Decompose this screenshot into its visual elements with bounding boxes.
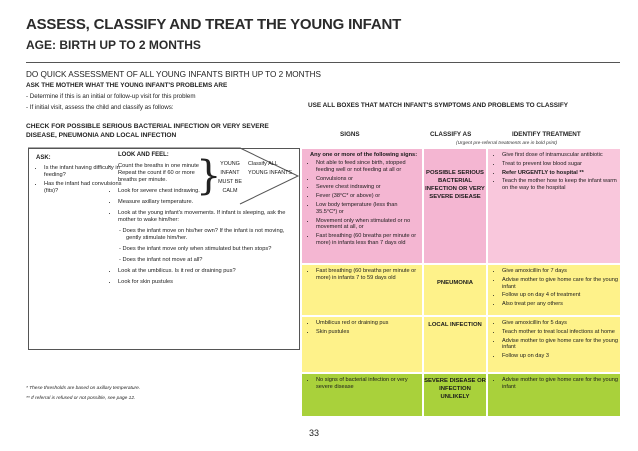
signs-cell (302, 317, 422, 372)
calm-note: YOUNG INFANT MUST BE CALM (218, 161, 242, 194)
list-item: • Severe chest indrawing or (316, 184, 420, 191)
list-item: • Give first dose of intramuscular antibiotic (502, 152, 618, 159)
list-item: • Skin pustules (316, 329, 420, 336)
list-item: • Look for skin pustules (118, 279, 286, 286)
table-row-severe (302, 149, 620, 263)
instruction-line-2: - If initial visit, assess the child and classify as follows: (26, 104, 174, 111)
list-item: • Refer URGENTLY to hospital ** (502, 170, 618, 177)
list-item: • Fast breathing (60 breaths per minute or more) in infants less than 7 days old (316, 233, 420, 247)
list-item: • Give amoxicillin for 7 days (502, 268, 618, 275)
list-item: • Give amoxicillin for 5 days (502, 320, 618, 327)
treatment-header: IDENTIFY TREATMENT (512, 131, 581, 138)
list-item: - Does the infant move on his/her own? If the infant is not moving, gently stimulate him/her. (126, 228, 286, 242)
classification-label: PNEUMONIA (437, 280, 473, 286)
signs-header: SIGNS (340, 131, 360, 138)
age-subtitle: AGE: BIRTH UP TO 2 MONTHS (26, 38, 201, 52)
list-item: • Also treat per any others (502, 301, 618, 308)
list-item: • Fever (38°C* or above) or (316, 193, 420, 200)
list-item: • Look for severe chest indrawing. (118, 188, 210, 195)
classification-cell (424, 265, 486, 315)
table-row-unlikely (302, 374, 620, 416)
list-item: • Follow up on day 4 of treatment (502, 292, 618, 299)
brace-symbol: } (196, 153, 222, 199)
classification-cell (424, 149, 486, 263)
instruction-line-1: - Determine if this is an initial or follow-up visit for this problem (26, 93, 196, 100)
list-item: • Is the infant having difficulty in feeding? (44, 165, 124, 179)
classification-cell (424, 374, 486, 416)
list-item: • Advise mother to give home care for the young infant (502, 377, 618, 391)
table-row-pneumonia (302, 265, 620, 315)
treatment-cell (488, 374, 620, 416)
ask-mother-heading: ASK THE MOTHER WHAT THE YOUNG INFANT'S PROBLEMS ARE (26, 82, 228, 89)
classification-label: SEVERE DISEASE OR INFECTION UNLIKELY (424, 378, 486, 400)
list-item: • Advise mother to give home care for the young infant (502, 338, 618, 352)
signs-cell (302, 265, 422, 315)
list-item: • Look at the young infant's movements. If infant is sleeping, ask the mother to wake him/her: (118, 210, 286, 224)
signs-title: Any one or more of the following signs: (310, 152, 418, 158)
check-heading: CHECK FOR POSSIBLE SERIOUS BACTERIAL INFECTION OR VERY SEVERE DISEASE, PNEUMONIA AND LOCAL INFECTION (26, 123, 269, 139)
list-item: • Not able to feed since birth, stopped feeding well or not feeding at all or (316, 160, 420, 174)
list-item: - Does the infant not move at all? (126, 257, 286, 264)
list-item: • Movement only when stimulated or no movement at all, or (316, 218, 420, 232)
urgent-note: (Urgent pre-referral treatments are in bold print) (456, 141, 558, 146)
list-item: • Convulsions or (316, 176, 420, 183)
list-item: • No signs of bacterial infection or very severe disease (316, 377, 420, 391)
ask-label: ASK: (36, 155, 51, 161)
list-item: • Has the infant had convulsions (fits)? (44, 181, 124, 195)
classification-cell (424, 317, 486, 372)
page-number: 33 (309, 428, 320, 438)
page-title: ASSESS, CLASSIFY AND TREAT THE YOUNG INFANT (26, 16, 402, 33)
list-item: • Look at the umbilicus. Is it red or draining pus? (118, 268, 286, 275)
list-item: • Teach mother to treat local infections at home (502, 329, 618, 336)
look-feel-label: LOOK AND FEEL: (118, 152, 169, 158)
table-row-local-infection (302, 317, 620, 372)
classification-label: POSSIBLE SERIOUS BACTERIAL INFECTION OR VERY SEVERE DISEASE (425, 170, 485, 200)
list-item: • Treat to prevent low blood sugar (502, 161, 618, 168)
list-item: • Count the breaths in one minute Repeat the count if 60 or more breaths per minute. (118, 163, 210, 184)
footnote-1: * These thresholds are based on axillary temperature. (26, 386, 141, 391)
quick-assessment-heading: DO QUICK ASSESSMENT OF ALL YOUNG INFANTS BIRTH UP TO 2 MONTHS (26, 70, 321, 79)
list-item: • Advise mother to give home care for the young infant (502, 277, 618, 291)
classify-all-note: Classify ALL YOUNG INFANTS (248, 161, 293, 176)
treatment-cell (488, 149, 620, 263)
list-item: - Does the infant move only when stimulated but then stops? (126, 246, 286, 253)
list-item: • Measure axillary temperature. (118, 199, 286, 206)
list-item: • Follow up on day 3 (502, 353, 618, 360)
treatment-cell (488, 265, 620, 315)
treatment-cell (488, 317, 620, 372)
list-item: • Fast breathing (60 breaths per minute or more) in infants 7 to 59 days old (316, 268, 420, 282)
footnote-2: ** If referral is refused or not possible, see page 12. (26, 396, 136, 401)
list-item: • Umbilicus red or draining pus (316, 320, 420, 327)
use-all-boxes-heading: USE ALL BOXES THAT MATCH INFANT'S SYMPTOMS AND PROBLEMS TO CLASSIFY (308, 102, 568, 109)
classification-label: LOCAL INFECTION (428, 322, 482, 328)
signs-cell (302, 374, 422, 416)
list-item: • Low body temperature (less than 35.5°C*) or (316, 202, 420, 216)
classify-header: CLASSIFY AS (430, 131, 472, 138)
look-list (104, 163, 286, 290)
signs-cell (302, 149, 422, 263)
list-item: • Teach the mother how to keep the infant warm on the way to the hospital (502, 178, 618, 192)
